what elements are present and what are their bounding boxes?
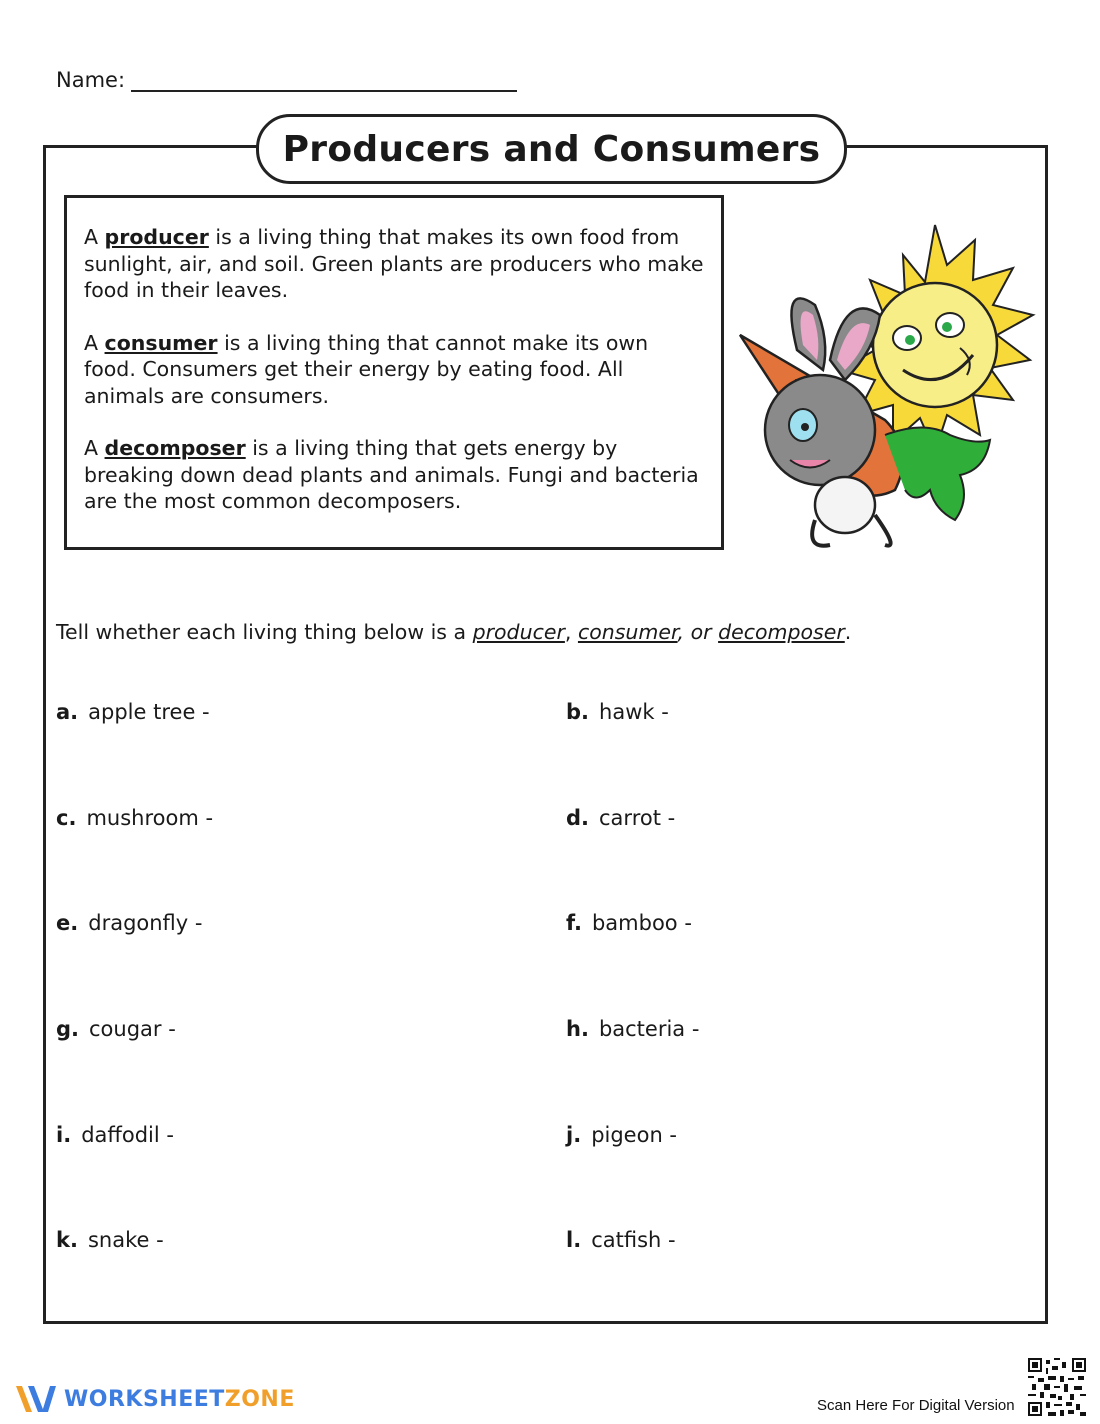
question-k: [56, 1228, 164, 1252]
question-letter: f.: [566, 911, 582, 935]
question-letter: e.: [56, 911, 79, 935]
worksheet-title: Producers and Consumers: [256, 114, 847, 184]
question-text: mushroom -: [86, 806, 214, 830]
option-producer: producer: [472, 620, 565, 644]
question-text: bamboo -: [591, 911, 692, 935]
name-label: Name:: [56, 68, 126, 92]
definition-prefix: A: [84, 225, 105, 249]
question-l: [566, 1228, 676, 1252]
question-text: snake -: [87, 1228, 164, 1252]
producer-definition: [84, 224, 705, 304]
question-letter: b.: [566, 700, 590, 724]
producer-text: is a living thing that makes its own food from sunlight, air, and soil. Green plants are producers who make food in their leaves.: [84, 225, 704, 302]
question-text: pigeon -: [591, 1123, 678, 1147]
decomposer-text: is a living thing that gets energy by breaking down dead plants and animals. Fungi and bacteria are the most common decomposers.: [84, 436, 699, 513]
question-f: [566, 911, 692, 935]
qr-code-icon[interactable]: [1028, 1358, 1086, 1416]
question-d: [566, 806, 675, 830]
producer-term: producer: [104, 225, 209, 249]
question-i: [56, 1123, 174, 1147]
definition-prefix: A: [84, 436, 105, 460]
question-a: [56, 700, 210, 724]
question-text: apple tree -: [88, 700, 210, 724]
question-text: catfish -: [591, 1228, 676, 1252]
instructions: [56, 620, 851, 644]
question-letter: h.: [566, 1017, 589, 1041]
consumer-text: is a living thing that cannot make its own food. Consumers get their energy by eating food. All animals are consumers.: [84, 330, 649, 408]
question-letter: i.: [56, 1123, 72, 1147]
name-row: [56, 68, 517, 92]
decomposer-term: decomposer: [104, 436, 246, 460]
option-decomposer: decomposer: [718, 620, 845, 644]
question-text: cougar -: [89, 1017, 176, 1041]
consumer-term: consumer: [104, 330, 218, 355]
instructions-end: .: [844, 620, 852, 644]
instructions-lead: Tell whether each living thing below is a: [56, 620, 473, 644]
instructions-separator: ,: [564, 620, 578, 644]
rabbit-icon: [765, 298, 891, 545]
question-letter: k.: [56, 1228, 78, 1252]
question-h: [566, 1017, 699, 1041]
brand-part-zone: ZONE: [224, 1386, 295, 1412]
brand-part-worksheet: WORKSHEET: [64, 1386, 225, 1412]
worksheetzone-logo[interactable]: [14, 1382, 295, 1416]
question-letter: l.: [566, 1228, 582, 1252]
question-text: daffodil -: [81, 1123, 174, 1147]
question-e: [56, 911, 202, 935]
question-letter: d.: [566, 806, 590, 830]
question-g: [56, 1017, 176, 1041]
question-letter: j.: [566, 1123, 582, 1147]
question-letter: a.: [56, 700, 79, 724]
question-letter: c.: [56, 806, 77, 830]
consumer-definition: [84, 330, 705, 410]
question-text: hawk -: [599, 700, 669, 724]
definition-prefix: A: [84, 330, 105, 355]
question-text: bacteria -: [598, 1017, 700, 1041]
question-letter: g.: [56, 1017, 80, 1041]
name-field[interactable]: [131, 68, 517, 92]
rabbit-sun-carrot-illustration: [735, 220, 1040, 555]
question-j: [566, 1123, 677, 1147]
question-text: dragonfly -: [88, 911, 203, 935]
brand-name: [64, 1387, 295, 1412]
w-logo-icon: [14, 1382, 58, 1416]
instructions-separator: , or: [677, 620, 719, 644]
question-c: [56, 806, 213, 830]
decomposer-definition: [84, 435, 705, 515]
scan-text: Scan Here For Digital Version: [817, 1397, 1015, 1414]
option-consumer: consumer: [577, 620, 678, 644]
question-text: carrot -: [599, 806, 676, 830]
definitions-box: [64, 195, 724, 550]
question-b: [566, 700, 669, 724]
